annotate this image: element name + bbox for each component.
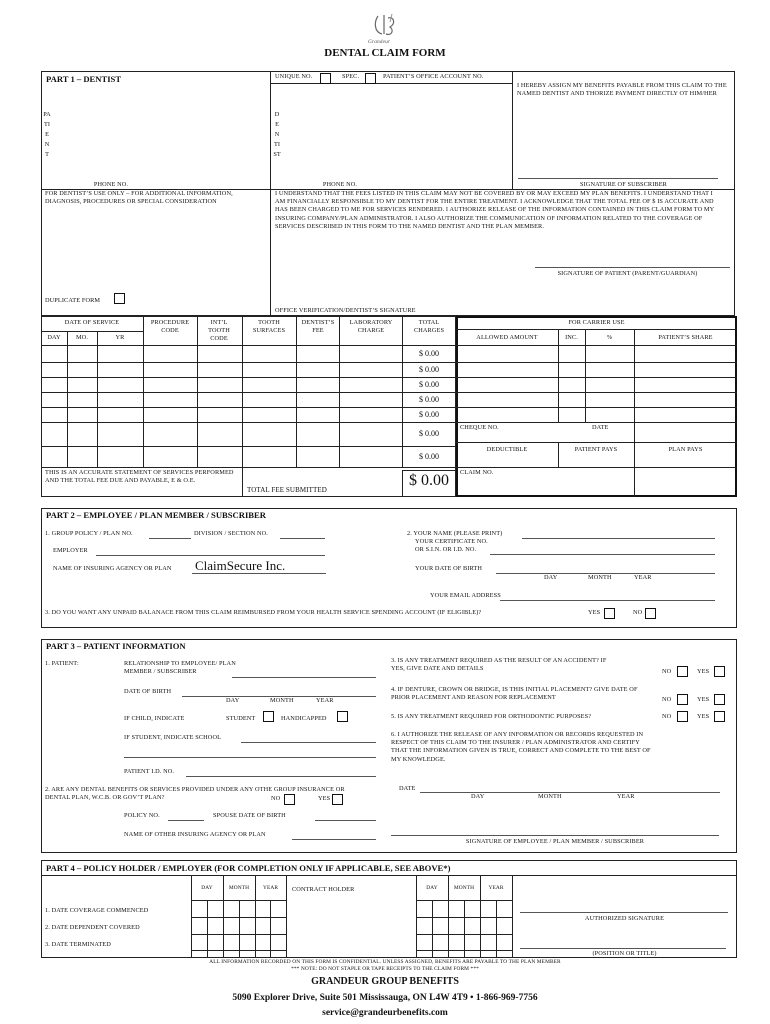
deductible-label: DEDUCTIBLE: [486, 446, 528, 453]
total-row-3: $ 0.00: [419, 380, 439, 389]
dob-month-label: MONTH: [588, 574, 612, 581]
denture-question: 4. IF DENTURE, CROWN OR BRIDGE, IS THIS INITIAL PLACEMENT? GIVE DATE OF PRIOR PLACEMENT AND REASON FOR REPLACEMENT: [391, 686, 638, 702]
company-address: 5090 Explorer Drive, Suite 501 Mississauga, ON L4W 4T9 • 1-866-969-7756: [232, 993, 538, 1003]
office-verification-label: OFFICE VERIFICATION/DENTIST’S SIGNATURE: [275, 307, 416, 314]
patient-dob-day: DAY: [226, 697, 240, 704]
duplicate-form-label: DUPLICATE FORM: [45, 297, 101, 304]
accident-yes-checkbox[interactable]: [714, 666, 725, 677]
insuring-agency-label: NAME OF INSURING AGENCY OR PLAN: [53, 565, 172, 572]
intl-tooth-code-header: INT’L TOOTH CODE: [208, 319, 230, 343]
unique-no-checkbox[interactable]: [320, 73, 331, 84]
date-dependent-covered-label: 2. DATE DEPENDENT COVERED: [45, 924, 140, 931]
claim-no-label: CLAIM NO.: [460, 469, 494, 476]
dentist-use-text: FOR DENTIST’S USE ONLY – FOR ADDITIONAL INFORMATION, DIAGNOSIS, PROCEDURES OR SPECIAL CONSIDERATION: [45, 190, 233, 206]
hsa-no-checkbox[interactable]: [645, 608, 656, 619]
dentist-vertical-label: DENTIST: [273, 111, 281, 158]
p4-year-header: YEAR: [262, 885, 279, 891]
accident-no-label: NO: [662, 668, 672, 675]
total-row-5: $ 0.00: [419, 410, 439, 419]
dob-day-label: DAY: [544, 574, 558, 581]
division-label: DIVISION / SECTION NO.: [194, 530, 268, 537]
year-header: YR: [115, 334, 125, 341]
policy-no-label: POLICY NO.: [124, 812, 160, 819]
patient-dob-year: YEAR: [316, 697, 334, 704]
accurate-statement: THIS IS AN ACCURATE STATEMENT OF SERVICES PERFORMED AND THE TOTAL FEE DUE AND PAYABLE, E & O.E.: [45, 469, 234, 485]
hsa-yes-checkbox[interactable]: [604, 608, 615, 619]
percent-header: %: [606, 334, 613, 341]
total-row-6: $ 0.00: [419, 429, 439, 438]
email-label: YOUR EMAIL ADDRESS: [430, 592, 501, 599]
other-plan-question: 2. ARE ANY DENTAL BENEFITS OR SERVICES PROVIDED UNDER ANY OTHE GROUP INSURANCE OR DENTAL PLAN, W.C.B. OR GOV’T PLAN?: [45, 786, 345, 802]
accident-yes-label: YES: [697, 668, 710, 675]
signature-date-label: DATE: [399, 785, 416, 792]
month-header: MO.: [75, 334, 89, 341]
school-label: IF STUDENT, INDICATE SCHOOL: [124, 734, 222, 741]
your-name-label: 2. YOUR NAME (PLEASE PRINT): [407, 530, 503, 537]
account-label: PATIENT’S OFFICE ACCOUNT NO.: [383, 73, 484, 80]
company-email[interactable]: service@grandeurbenefits.com: [322, 1008, 448, 1018]
group-policy-label: 1. GROUP POLICY / PLAN NO.: [45, 530, 133, 537]
part1-title: PART 1 – DENTIST: [46, 74, 122, 84]
handicapped-label: HANDICAPPED: [281, 715, 327, 722]
spouse-dob-label: SPOUSE DATE OF BIRTH: [213, 812, 286, 819]
denture-yes-label: YES: [697, 696, 710, 703]
other-plan-no-label: NO: [271, 795, 281, 802]
student-checkbox[interactable]: [263, 711, 274, 722]
date-coverage-commenced-label: 1. DATE COVERAGE COMMENCED: [45, 907, 149, 914]
patient-signature-label: SIGNATURE OF PATIENT (PARENT/GUARDIAN): [557, 270, 698, 277]
other-agency-label: NAME OF OTHER INSURING AGENCY OR PLAN: [124, 831, 266, 838]
ortho-no-label: NO: [662, 713, 672, 720]
plan-pays-label: PLAN PAYS: [668, 446, 703, 453]
certificate-no-label: YOUR CERTIFICATE NO.: [415, 538, 488, 545]
relationship-label: RELATIONSHIP TO EMPLOYEE/ PLAN MEMBER / SUBSCRIBER: [124, 660, 236, 676]
denture-no-checkbox[interactable]: [677, 694, 688, 705]
denture-no-label: NO: [662, 696, 672, 703]
total-row-7: $ 0.00: [419, 452, 439, 461]
form-title: DENTAL CLAIM FORM: [324, 47, 446, 59]
cheque-no-label: CHEQUE NO.: [460, 424, 499, 431]
total-fee-value: $ 0.00: [409, 472, 449, 489]
patient-vertical-label: PATIENT: [43, 111, 51, 158]
carrier-use-header: FOR CARRIER USE: [568, 319, 625, 326]
tooth-surfaces-header: TOOTH SURFACES: [252, 319, 286, 335]
patient-label: 1. PATIENT:: [45, 660, 79, 667]
company-name: GRANDEUR GROUP BENEFITS: [311, 976, 459, 987]
spec-checkbox[interactable]: [365, 73, 376, 84]
your-dob-label: YOUR DATE OF BIRTH: [415, 565, 483, 572]
patient-pays-label: PATIENT PAYS: [574, 446, 618, 453]
hsa-no-label: NO: [633, 609, 643, 616]
ortho-question: 5. IS ANY TREATMENT REQUIRED FOR ORTHODONTIC PURPOSES?: [391, 713, 592, 720]
subscriber-signature-label: SIGNATURE OF SUBSCRIBER: [580, 181, 667, 188]
authorize-release-text: 6. I AUTHORIZE THE RELEASE OF ANY INFORMATION OR RECORDS REQUESTED IN RESPECT OF THIS CLAIM TO THE INSURER / PLAN ADMINISTRATOR AND CERTIFY THAT THE INFORMATION GIVEN IS TRUE, CORRECT AND COMPLETE TO THE BEST OF MY KNOWLEDGE.: [391, 731, 651, 763]
sin-label: OR S.I.N. OR I.D. NO.: [415, 546, 477, 553]
if-child-label: IF CHILD, INDICATE: [124, 715, 185, 722]
duplicate-form-checkbox[interactable]: [114, 293, 125, 304]
patient-phone-label: PHONE NO.: [93, 181, 129, 188]
dentist-fee-header: DENTIST’S FEE: [301, 319, 335, 335]
allowed-amount-header: ALLOWED AMOUNT: [476, 334, 538, 341]
p4-day-header-2: DAY: [426, 885, 438, 891]
assign-text: I HEREBY ASSIGN MY BENEFITS PAYABLE FROM THIS CLAIM TO THE NAMED DENTIST AND THORIZE PAYMENT DIRECTLY OT HIM/HER: [517, 82, 727, 98]
signature-date-month: MONTH: [538, 793, 562, 800]
ortho-yes-label: YES: [697, 713, 710, 720]
date-of-service-header: DATE OF SERVICE: [64, 319, 120, 326]
patient-dob-label: DATE OF BIRTH: [124, 688, 172, 695]
ortho-yes-checkbox[interactable]: [714, 711, 725, 722]
date-terminated-label: 3. DATE TERMINATED: [45, 941, 111, 948]
position-title-label: (POSITION OR TITLE): [592, 950, 657, 957]
total-row-1: $ 0.00: [419, 349, 439, 358]
accident-question: 3. IS ANY TREATMENT REQUIRED AS THE RESULT OF AN ACCIDENT? IF YES, GIVE DATE AND DETAILS: [391, 657, 607, 673]
confidential-notice: ALL INFORMATION RECORDED ON THIS FORM IS CONFIDENTIAL. UNLESS ASSIGNED, BENEFITS ARE PAYABLE TO THE PLAN MEMBER: [209, 959, 561, 965]
part3-title: PART 3 – PATIENT INFORMATION: [46, 641, 186, 651]
other-plan-yes-checkbox[interactable]: [332, 794, 343, 805]
hsa-yes-label: YES: [588, 609, 601, 616]
grandeur-logo: [366, 12, 406, 48]
staple-note: *** NOTE: DO NOT STAPLE OR TAPE RECEIPTS TO THE CLAIM FORM ***: [291, 966, 479, 972]
total-row-4: $ 0.00: [419, 395, 439, 404]
accident-no-checkbox[interactable]: [677, 666, 688, 677]
cheque-date-label: DATE: [592, 424, 609, 431]
p4-day-header: DAY: [201, 885, 213, 891]
understand-text: I UNDERSTAND THAT THE FEES LISTED IN THIS CLAIM MAY NOT BE COVERED BY OR MAY EXCEED MY PLAN BENEFITS. I UNDERSTAND THAT I AM FINANCIALLY RESPONSIBLE TO MY DENTIST FOR THE ENTIRE TREATMENT. I ACKNOWLEDGE THAT THE TOTAL FEE OF $ IS ACCURATE AND HAS BEEN CHARGED TO ME FOR SERVICES RENDERED. I AUTHORIZE RELEASE OF THE INFORMATION CONTAINED IN THIS CLAIM FORM TO MY INSURING COMPANY/PLAN ADMINISTRATOR. I ALSO AUTHORIZE THE COMMUNICATION OF INFORMATION RELATED TO THE COVERAGE OF SERVICES DESCRIBED IN THIS FORM TO THE NAMED DENTIST AND THE PLAN MEMBER.: [275, 190, 715, 230]
patient-id-label: PATIENT I.D. NO.: [124, 768, 175, 775]
patient-share-header: PATIENT’S SHARE: [658, 334, 713, 341]
logo-text: Grandeur: [368, 39, 391, 45]
other-plan-no-checkbox[interactable]: [284, 794, 295, 805]
p4-year-header-2: YEAR: [488, 885, 504, 891]
lab-charge-header: LABORATORY CHARGE: [349, 319, 393, 335]
contract-holder-label: CONTRACT HOLDER: [292, 886, 355, 893]
procedure-code-header: PROCEDURE CODE: [150, 319, 190, 335]
employer-label: EMPLOYER: [53, 547, 88, 554]
day-header: DAY: [47, 334, 61, 341]
employee-signature-label: SIGNATURE OF EMPLOYEE / PLAN MEMBER / SUBSCRIBER: [465, 838, 645, 845]
total-fee-submitted-label: TOTAL FEE SUBMITTED: [247, 486, 327, 494]
other-plan-yes-label: YES: [318, 795, 331, 802]
signature-date-day: DAY: [471, 793, 485, 800]
denture-yes-checkbox[interactable]: [714, 694, 725, 705]
part4-title: PART 4 – POLICY HOLDER / EMPLOYER (FOR COMPLETION ONLY IF APPLICABLE, SEE ABOVE*): [46, 863, 451, 873]
insuring-agency-value[interactable]: ClaimSecure Inc.: [195, 558, 286, 573]
patient-dob-month: MONTH: [270, 697, 294, 704]
spec-label: SPEC.: [342, 73, 360, 80]
authorized-signature-label: AUTHORIZED SIGNATURE: [584, 915, 665, 922]
p4-month-header-2: MONTH: [453, 885, 475, 891]
unique-no-label: UNIQUE NO.: [275, 73, 313, 80]
part2-title: PART 2 – EMPLOYEE / PLAN MEMBER / SUBSCRIBER: [46, 510, 266, 520]
dentist-phone-label: PHONE NO.: [322, 181, 358, 188]
handicapped-checkbox[interactable]: [337, 711, 348, 722]
p4-month-header: MONTH: [228, 885, 250, 891]
inc-header: INC.: [565, 334, 578, 341]
student-label: STUDENT: [226, 715, 256, 722]
dob-year-label: YEAR: [634, 574, 652, 581]
total-row-2: $ 0.00: [419, 365, 439, 374]
total-charges-header: TOTAL CHARGES: [413, 319, 445, 335]
signature-date-year: YEAR: [617, 793, 635, 800]
hsa-question: 3. DO YOU WANT ANY UNPAID BALANACE FROM THIS CLAIM REIMBURSED FROM YOUR HEALTH SERVICE SPENDING ACCOUNT (IF ELIGIBLE)?: [45, 609, 482, 616]
ortho-no-checkbox[interactable]: [677, 711, 688, 722]
